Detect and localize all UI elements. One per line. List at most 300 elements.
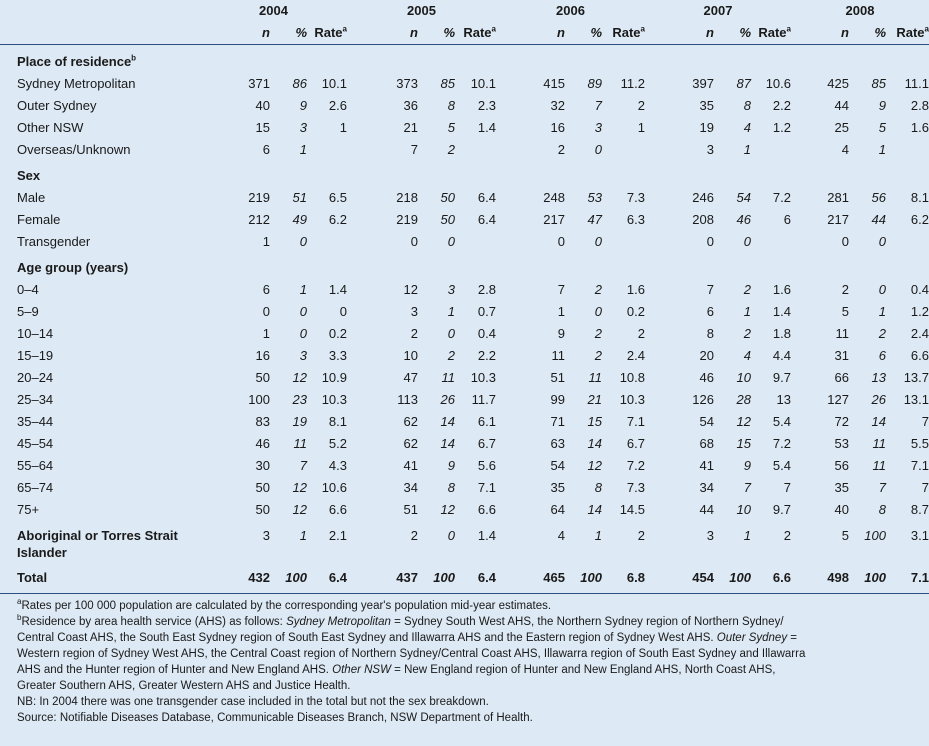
row-label: Aboriginal or Torres Strait Islander xyxy=(17,528,178,560)
cell-rate: 5.6 xyxy=(477,458,496,473)
row-label: 35–44 xyxy=(17,414,54,429)
row-label: 5–9 xyxy=(17,304,39,319)
cell-n: 12 xyxy=(403,282,418,297)
section-title: Age group (years) xyxy=(17,260,129,275)
cell-n: 0 xyxy=(557,234,565,249)
cell-pct: 14 xyxy=(587,502,602,517)
table-row xyxy=(0,117,929,139)
cell-pct: 100 xyxy=(729,570,751,585)
table-row xyxy=(0,231,929,253)
cell-pct: 3 xyxy=(447,282,455,297)
cell-n: 397 xyxy=(692,76,714,91)
cell-rate: 7 xyxy=(783,480,791,495)
cell-n: 248 xyxy=(543,190,565,205)
cell-pct: 1 xyxy=(447,304,455,319)
cell-rate: 1.4 xyxy=(772,304,791,319)
table-row xyxy=(0,455,929,477)
cell-pct: 7 xyxy=(878,480,886,495)
cell-rate xyxy=(602,231,645,253)
cell-n: 46 xyxy=(699,370,714,385)
cell-rate: 10.6 xyxy=(321,480,347,495)
cell-rate: 3.1 xyxy=(910,528,929,543)
cell-rate: 6.7 xyxy=(477,436,496,451)
col-rate: Rate$^a$ xyxy=(896,24,929,40)
footnote-nb: NB: In 2004 there was one transgender case included in the total but not the sex breakdown. xyxy=(17,696,489,708)
cell-n: 44 xyxy=(834,98,849,113)
cell-n: 3 xyxy=(706,142,714,157)
cell-n: 54 xyxy=(550,458,565,473)
cell-rate xyxy=(455,139,496,161)
cell-rate: 2.3 xyxy=(477,98,496,113)
row-label: Other NSW xyxy=(17,120,84,135)
cell-n: 36 xyxy=(403,98,418,113)
cell-rate: 5.4 xyxy=(772,414,791,429)
cell-n: 34 xyxy=(403,480,418,495)
cell-rate: 0.2 xyxy=(626,304,645,319)
cell-pct: 1 xyxy=(743,528,751,543)
cell-n: 16 xyxy=(550,120,565,135)
cell-pct: 0 xyxy=(447,234,455,249)
year-header-row xyxy=(0,0,929,22)
table-row xyxy=(0,73,929,95)
col-pct: % xyxy=(590,25,602,40)
cell-n: 373 xyxy=(396,76,418,91)
cell-rate: 0.2 xyxy=(328,326,347,341)
cell-pct: 0 xyxy=(299,304,307,319)
cell-rate: 2.8 xyxy=(910,98,929,113)
cell-rate: 2 xyxy=(637,528,645,543)
cell-pct: 0 xyxy=(299,326,307,341)
cell-n: 127 xyxy=(827,392,849,407)
cell-pct: 7 xyxy=(594,98,602,113)
cell-rate: 1 xyxy=(637,120,645,135)
cell-n: 281 xyxy=(827,190,849,205)
cell-pct: 0 xyxy=(594,142,602,157)
cell-rate xyxy=(751,231,791,253)
cell-n: 498 xyxy=(827,570,849,585)
cell-pct: 9 xyxy=(878,98,886,113)
cell-rate: 2 xyxy=(783,528,791,543)
cell-rate: 11.1 xyxy=(904,76,929,91)
row-label: 65–74 xyxy=(17,480,54,495)
cell-pct: 8 xyxy=(447,480,455,495)
cell-rate: 6.6 xyxy=(910,348,929,363)
cell-pct: 14 xyxy=(871,414,886,429)
cell-pct: 100 xyxy=(580,570,602,585)
cell-n: 3 xyxy=(706,528,714,543)
cell-n: 11 xyxy=(551,348,565,363)
table-row xyxy=(0,433,929,455)
cell-rate: 6.2 xyxy=(328,212,347,227)
cell-n: 50 xyxy=(255,502,270,517)
cell-pct: 26 xyxy=(871,392,886,407)
section-title: Place of residence$^b$ xyxy=(17,53,137,69)
cell-n: 34 xyxy=(699,480,714,495)
cell-n: 217 xyxy=(827,212,849,227)
cell-n: 371 xyxy=(248,76,270,91)
cell-pct: 12 xyxy=(440,502,455,517)
cell-pct: 0 xyxy=(743,234,751,249)
cell-n: 32 xyxy=(550,98,565,113)
cell-pct: 7 xyxy=(299,458,307,473)
cell-rate: 6.8 xyxy=(626,570,645,585)
cell-rate: 10.1 xyxy=(321,76,347,91)
table-row xyxy=(0,367,929,389)
cell-n: 30 xyxy=(255,458,270,473)
cell-n: 44 xyxy=(699,502,714,517)
cell-rate: 1.4 xyxy=(477,528,496,543)
cell-pct: 3 xyxy=(594,120,602,135)
cell-pct: 87 xyxy=(736,76,751,91)
cell-pct: 50 xyxy=(440,212,455,227)
cell-rate: 7 xyxy=(921,480,929,495)
cell-n: 5 xyxy=(841,528,849,543)
cell-rate: 5.4 xyxy=(772,458,791,473)
cell-pct: 8 xyxy=(878,502,886,517)
cell-rate: 2.2 xyxy=(477,348,496,363)
table-row xyxy=(0,389,929,411)
cell-n: 2 xyxy=(557,142,565,157)
cell-n: 71 xyxy=(550,414,565,429)
cell-pct: 8 xyxy=(447,98,455,113)
cell-pct: 11 xyxy=(872,436,886,451)
cell-rate: 7.1 xyxy=(477,480,496,495)
cell-pct: 53 xyxy=(587,190,602,205)
cell-rate xyxy=(886,139,929,161)
cell-rate: 7.2 xyxy=(772,190,791,205)
year-header: 2007 xyxy=(703,3,733,18)
cell-pct: 6 xyxy=(878,348,886,363)
cell-pct: 9 xyxy=(447,458,455,473)
cell-rate: 8.1 xyxy=(910,190,929,205)
cell-pct: 86 xyxy=(292,76,307,91)
cell-pct: 47 xyxy=(587,212,602,227)
cell-n: 40 xyxy=(255,98,270,113)
cell-n: 10 xyxy=(403,348,418,363)
cell-n: 25 xyxy=(834,120,849,135)
cell-pct: 49 xyxy=(292,212,307,227)
cell-n: 454 xyxy=(692,570,714,585)
cell-n: 72 xyxy=(834,414,849,429)
cell-n: 50 xyxy=(255,480,270,495)
col-rate: Rate$^a$ xyxy=(612,24,645,40)
cell-pct: 2 xyxy=(594,282,602,297)
cell-pct: 44 xyxy=(871,212,886,227)
col-n: n xyxy=(262,25,270,40)
cell-pct: 2 xyxy=(447,142,455,157)
cell-pct: 1 xyxy=(743,304,751,319)
cell-pct: 10 xyxy=(736,370,751,385)
table-row xyxy=(0,279,929,301)
cell-n: 219 xyxy=(396,212,418,227)
cell-pct: 15 xyxy=(736,436,751,451)
cell-n: 62 xyxy=(403,436,418,451)
row-label: Overseas/Unknown xyxy=(17,142,131,157)
row-label: 55–64 xyxy=(17,458,54,473)
cell-pct: 11 xyxy=(588,370,602,385)
col-rate: Rate$^a$ xyxy=(463,24,496,40)
cell-rate: 6.6 xyxy=(477,502,496,517)
cell-pct: 14 xyxy=(440,436,455,451)
col-n: n xyxy=(841,25,849,40)
cell-rate: 6.3 xyxy=(626,212,645,227)
cell-pct: 2 xyxy=(743,326,751,341)
cell-n: 100 xyxy=(248,392,270,407)
cell-rate: 2.4 xyxy=(910,326,929,341)
cell-rate: 10.3 xyxy=(619,392,645,407)
col-pct: % xyxy=(443,25,455,40)
row-label: 45–54 xyxy=(17,436,54,451)
cell-pct: 1 xyxy=(594,528,602,543)
col-rate: Rate$^a$ xyxy=(758,24,791,40)
cell-rate: 11.2 xyxy=(620,76,645,91)
cell-n: 2 xyxy=(410,528,418,543)
cell-n: 68 xyxy=(699,436,714,451)
row-label: Transgender xyxy=(17,234,91,249)
cell-n: 246 xyxy=(692,190,714,205)
table-row xyxy=(0,323,929,345)
cell-n: 54 xyxy=(699,414,714,429)
cell-n: 432 xyxy=(248,570,270,585)
cell-n: 437 xyxy=(396,570,418,585)
row-label: 20–24 xyxy=(17,370,54,385)
table-row xyxy=(0,567,929,589)
cell-pct: 5 xyxy=(878,120,886,135)
cell-rate: 8.1 xyxy=(328,414,347,429)
cell-pct: 21 xyxy=(587,392,602,407)
table-row xyxy=(0,209,929,231)
cell-pct: 9 xyxy=(299,98,307,113)
table-row xyxy=(0,411,929,433)
cell-pct: 14 xyxy=(440,414,455,429)
cell-pct: 15 xyxy=(587,414,602,429)
cell-pct: 0 xyxy=(878,282,886,297)
cell-rate: 1.2 xyxy=(772,120,791,135)
col-n: n xyxy=(706,25,714,40)
row-label: Female xyxy=(17,212,61,227)
cell-pct: 1 xyxy=(299,528,307,543)
cell-n: 113 xyxy=(397,392,418,407)
col-pct: % xyxy=(739,25,751,40)
cell-pct: 1 xyxy=(878,304,886,319)
cell-n: 465 xyxy=(543,570,565,585)
cell-pct: 100 xyxy=(864,570,886,585)
cell-pct: 2 xyxy=(743,282,751,297)
cell-pct: 12 xyxy=(292,480,307,495)
col-pct: % xyxy=(295,25,307,40)
cell-pct: 0 xyxy=(447,528,455,543)
cell-n: 5 xyxy=(841,304,849,319)
cell-rate: 8.7 xyxy=(910,502,929,517)
cell-rate: 13.1 xyxy=(903,392,929,407)
cell-pct: 54 xyxy=(736,190,751,205)
cell-rate: 13 xyxy=(776,392,791,407)
cell-rate: 1 xyxy=(339,120,347,135)
aboriginal-row xyxy=(0,525,929,563)
table-row xyxy=(0,301,929,323)
cell-rate: 2.6 xyxy=(328,98,347,113)
cell-rate: 6.5 xyxy=(328,190,347,205)
cell-n: 7 xyxy=(410,142,418,157)
cell-pct: 5 xyxy=(447,120,455,135)
cell-pct: 2 xyxy=(594,326,602,341)
cell-n: 6 xyxy=(262,142,270,157)
cell-pct: 12 xyxy=(292,370,307,385)
cell-n: 50 xyxy=(255,370,270,385)
year-header: 2005 xyxy=(407,3,436,18)
cell-rate: 6.4 xyxy=(477,190,496,205)
column-header-row xyxy=(0,22,929,45)
cell-rate: 2.2 xyxy=(772,98,791,113)
cell-pct: 11 xyxy=(872,458,886,473)
cell-pct: 4 xyxy=(743,120,751,135)
cell-rate: 1.8 xyxy=(772,326,791,341)
cell-rate: 2.4 xyxy=(626,348,645,363)
table-row xyxy=(0,345,929,367)
cell-n: 40 xyxy=(834,502,849,517)
cell-pct: 0 xyxy=(594,234,602,249)
section-header-row xyxy=(0,257,929,279)
cell-rate: 7.1 xyxy=(910,458,929,473)
cell-pct: 3 xyxy=(299,348,307,363)
cell-pct: 23 xyxy=(292,392,307,407)
cell-n: 11 xyxy=(835,326,849,341)
table-row xyxy=(0,187,929,209)
cell-n: 41 xyxy=(403,458,418,473)
cell-rate: 9.7 xyxy=(772,502,791,517)
cell-rate: 5.5 xyxy=(910,436,929,451)
table-row xyxy=(0,499,929,521)
cell-rate: 2.8 xyxy=(477,282,496,297)
row-label: Total xyxy=(17,570,48,585)
cell-rate: 7.1 xyxy=(626,414,645,429)
cell-n: 0 xyxy=(706,234,714,249)
cell-n: 7 xyxy=(557,282,565,297)
cell-rate: 10.3 xyxy=(470,370,496,385)
cell-n: 4 xyxy=(557,528,565,543)
footnote-source: Source: Notifiable Diseases Database, Communicable Diseases Branch, NSW Department of Health. xyxy=(17,712,533,724)
cell-rate: 6.4 xyxy=(328,570,347,585)
row-label: Sydney Metropolitan xyxy=(17,76,136,91)
cell-rate: 6.4 xyxy=(477,570,496,585)
cell-n: 6 xyxy=(262,282,270,297)
cell-rate: 1.6 xyxy=(910,120,929,135)
cell-n: 83 xyxy=(255,414,270,429)
cell-n: 4 xyxy=(841,142,849,157)
cell-rate: 10.6 xyxy=(765,76,791,91)
cell-pct: 12 xyxy=(736,414,751,429)
cell-n: 8 xyxy=(706,326,714,341)
cell-pct: 2 xyxy=(878,326,886,341)
cell-pct: 12 xyxy=(587,458,602,473)
cell-rate: 14.5 xyxy=(619,502,645,517)
cell-pct: 46 xyxy=(736,212,751,227)
cell-rate xyxy=(751,139,791,161)
year-header: 2008 xyxy=(845,3,875,18)
cell-rate: 0.4 xyxy=(910,282,929,297)
cell-n: 47 xyxy=(403,370,418,385)
cell-rate: 6.4 xyxy=(477,212,496,227)
cell-rate: 4.4 xyxy=(772,348,791,363)
cell-pct: 100 xyxy=(285,570,307,585)
cell-n: 46 xyxy=(255,436,270,451)
cell-rate: 6.7 xyxy=(626,436,645,451)
cell-pct: 8 xyxy=(743,98,751,113)
cell-rate: 2 xyxy=(637,326,645,341)
cell-rate: 7.2 xyxy=(772,436,791,451)
cell-n: 51 xyxy=(403,502,418,517)
row-label: 75+ xyxy=(17,502,40,517)
cell-rate: 11.7 xyxy=(471,392,496,407)
cell-pct: 2 xyxy=(447,348,455,363)
cell-n: 1 xyxy=(262,234,270,249)
cell-n: 51 xyxy=(550,370,565,385)
cell-pct: 0 xyxy=(594,304,602,319)
cell-rate: 6.1 xyxy=(477,414,496,429)
cell-n: 7 xyxy=(706,282,714,297)
table-row xyxy=(0,477,929,499)
col-n: n xyxy=(557,25,565,40)
cell-rate: 7.1 xyxy=(910,570,929,585)
cell-n: 2 xyxy=(841,282,849,297)
cell-n: 219 xyxy=(248,190,270,205)
cell-rate: 2.1 xyxy=(328,528,347,543)
cell-n: 53 xyxy=(834,436,849,451)
cell-rate: 6.6 xyxy=(328,502,347,517)
cell-rate xyxy=(307,139,347,161)
cell-rate: 13.7 xyxy=(903,370,929,385)
cell-pct: 11 xyxy=(441,370,455,385)
cell-rate: 6.6 xyxy=(772,570,791,585)
cell-pct: 50 xyxy=(440,190,455,205)
cell-rate: 0 xyxy=(339,304,347,319)
cell-n: 415 xyxy=(543,76,565,91)
cell-rate xyxy=(886,231,929,253)
cell-n: 15 xyxy=(255,120,270,135)
cell-n: 31 xyxy=(834,348,849,363)
footnotes xyxy=(0,594,829,726)
row-label: 0–4 xyxy=(17,282,39,297)
cell-rate: 1.6 xyxy=(772,282,791,297)
row-label: 10–14 xyxy=(17,326,54,341)
cell-n: 3 xyxy=(262,528,270,543)
cell-n: 66 xyxy=(834,370,849,385)
cell-rate: 6 xyxy=(783,212,791,227)
cell-n: 425 xyxy=(827,76,849,91)
cell-n: 0 xyxy=(410,234,418,249)
cell-n: 19 xyxy=(699,120,714,135)
cell-rate: 1.4 xyxy=(328,282,347,297)
cell-n: 35 xyxy=(834,480,849,495)
cell-rate: 1.4 xyxy=(477,120,496,135)
cell-rate: 0.7 xyxy=(477,304,496,319)
cell-rate: 4.3 xyxy=(328,458,347,473)
row-label: Outer Sydney xyxy=(17,98,97,113)
cell-n: 0 xyxy=(262,304,270,319)
cell-rate: 0.4 xyxy=(477,326,496,341)
cell-pct: 14 xyxy=(587,436,602,451)
cell-pct: 12 xyxy=(292,502,307,517)
cell-pct: 10 xyxy=(736,502,751,517)
cell-pct: 28 xyxy=(736,392,751,407)
cell-n: 212 xyxy=(248,212,270,227)
cell-rate: 10.3 xyxy=(321,392,347,407)
cell-n: 208 xyxy=(692,212,714,227)
cell-rate xyxy=(455,231,496,253)
section-header-row xyxy=(0,165,929,187)
cell-pct: 8 xyxy=(594,480,602,495)
cell-n: 35 xyxy=(550,480,565,495)
